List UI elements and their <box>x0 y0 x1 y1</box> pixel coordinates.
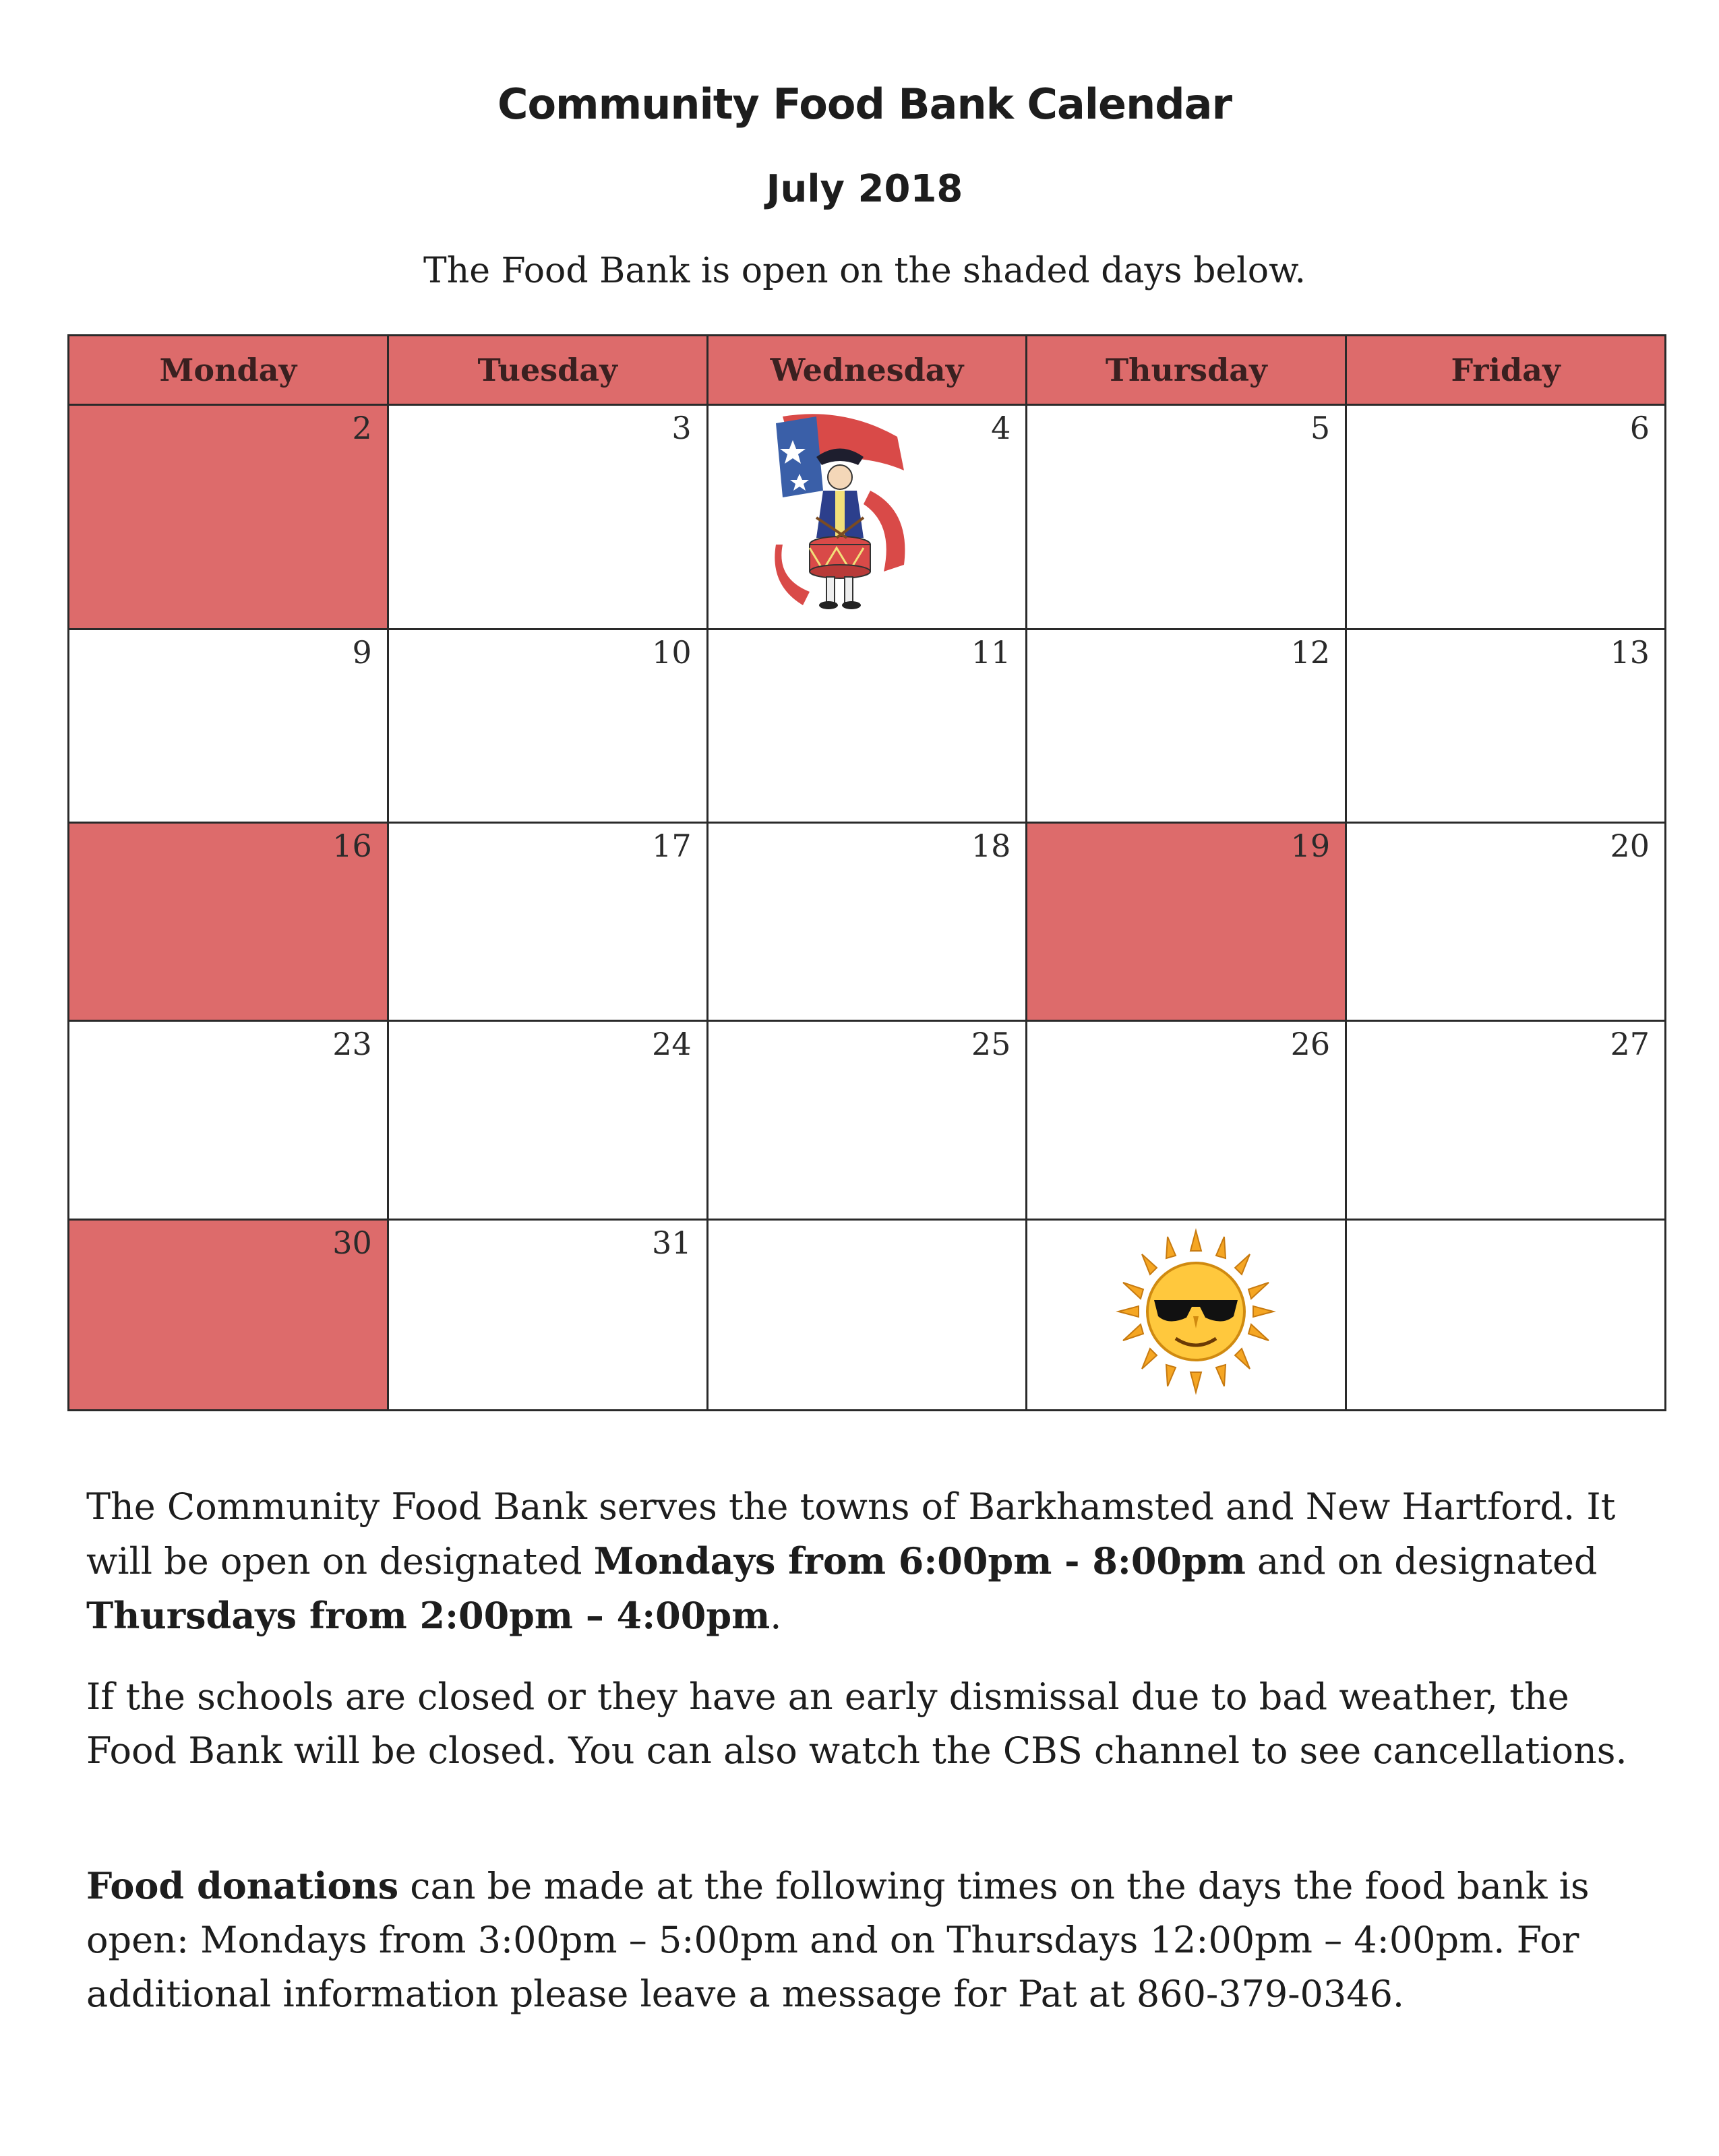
day-number: 3 <box>671 410 692 446</box>
day-number: 5 <box>1310 410 1331 446</box>
day-cell <box>69 822 388 1021</box>
weather-paragraph: If the schools are closed or they have an early dismissal due to bad weather, the Food Bank will be closed. You can also watch the CBS channel to see cancellations. <box>86 1675 1627 1772</box>
day-cell <box>1027 405 1346 629</box>
week-row <box>69 1021 1666 1220</box>
day-number: 20 <box>1610 827 1650 864</box>
day-cell <box>1027 1021 1346 1220</box>
donations-paragraph <box>86 1859 1664 2021</box>
day-number: 6 <box>1629 410 1650 446</box>
day-number: 19 <box>1290 827 1331 864</box>
week-row <box>69 1220 1666 1411</box>
calendar-grid <box>67 334 1666 1411</box>
monday-hours: Mondays from 6:00pm - 8:00pm <box>593 1539 1246 1582</box>
weekday-wednesday: Wednesday <box>707 336 1027 405</box>
donations-label: Food donations <box>86 1864 399 1907</box>
day-cell <box>69 1021 388 1220</box>
hours-text-3: . <box>770 1595 782 1637</box>
day-cell <box>1346 629 1666 823</box>
day-cell <box>388 1220 707 1411</box>
day-cell <box>69 1220 388 1411</box>
day-cell <box>707 1220 1027 1411</box>
day-cell <box>1346 1220 1666 1411</box>
day-cell <box>1027 1220 1346 1411</box>
day-number: 27 <box>1610 1026 1650 1063</box>
day-cell <box>1027 822 1346 1021</box>
patriotic-drummer-icon <box>769 410 911 612</box>
day-cell <box>388 822 707 1021</box>
sunglasses-sun-icon <box>1115 1227 1277 1396</box>
intro-text: The Food Bank is open on the shaded days below. <box>423 251 1306 291</box>
donations-text: can be made at the following times on the days the food bank is open: Mondays from 3:00pm – 5:00pm and on Thursdays 12:00pm – 4:00pm. For additional information please leave a message for Pat at 860-379-0346. <box>86 1865 1590 2015</box>
day-cell <box>388 405 707 629</box>
day-number: 24 <box>652 1026 692 1063</box>
day-number: 16 <box>332 827 372 864</box>
hours-text-2: and on designated <box>1245 1540 1598 1582</box>
day-number: 17 <box>652 827 692 864</box>
weekday-thursday: Thursday <box>1027 336 1346 405</box>
day-number: 23 <box>332 1026 372 1063</box>
day-number: 2 <box>352 410 372 446</box>
day-cell <box>388 629 707 823</box>
month-heading: July 2018 <box>766 167 963 211</box>
weekday-friday: Friday <box>1346 336 1666 405</box>
weekday-tuesday: Tuesday <box>388 336 707 405</box>
day-number <box>708 1221 1026 1226</box>
day-cell <box>388 1021 707 1220</box>
day-cell <box>1346 405 1666 629</box>
day-cell <box>69 405 388 629</box>
week-row <box>69 405 1666 629</box>
day-cell <box>707 1021 1027 1220</box>
day-cell <box>707 405 1027 629</box>
hours-text-1: The Community Food Bank serves the towns of Barkhamsted and New Hartford. It will be open on designated <box>86 1485 1616 1582</box>
day-number: 4 <box>991 410 1011 446</box>
day-cell <box>1027 629 1346 823</box>
day-number: 30 <box>332 1225 372 1262</box>
day-number <box>1027 1221 1345 1226</box>
day-number: 26 <box>1290 1026 1331 1063</box>
day-cell <box>707 629 1027 823</box>
day-number: 12 <box>1290 634 1331 671</box>
day-cell <box>1346 822 1666 1021</box>
week-row <box>69 629 1666 823</box>
thursday-hours: Thursdays from 2:00pm – 4:00pm <box>86 1594 771 1637</box>
day-number: 10 <box>652 634 692 671</box>
page-title: Community Food Bank Calendar <box>497 80 1232 129</box>
day-cell <box>69 629 388 823</box>
day-number: 25 <box>971 1026 1011 1063</box>
day-number: 11 <box>971 634 1011 671</box>
day-number: 9 <box>352 634 372 671</box>
hours-paragraph <box>86 1480 1664 1643</box>
week-row <box>69 822 1666 1021</box>
weekday-monday: Monday <box>69 336 388 405</box>
day-number: 13 <box>1610 634 1650 671</box>
day-number: 31 <box>652 1225 692 1262</box>
weekday-header-row <box>69 336 1666 405</box>
day-cell <box>1346 1021 1666 1220</box>
day-number: 18 <box>971 827 1011 864</box>
day-cell <box>707 822 1027 1021</box>
day-number <box>1347 1221 1664 1226</box>
